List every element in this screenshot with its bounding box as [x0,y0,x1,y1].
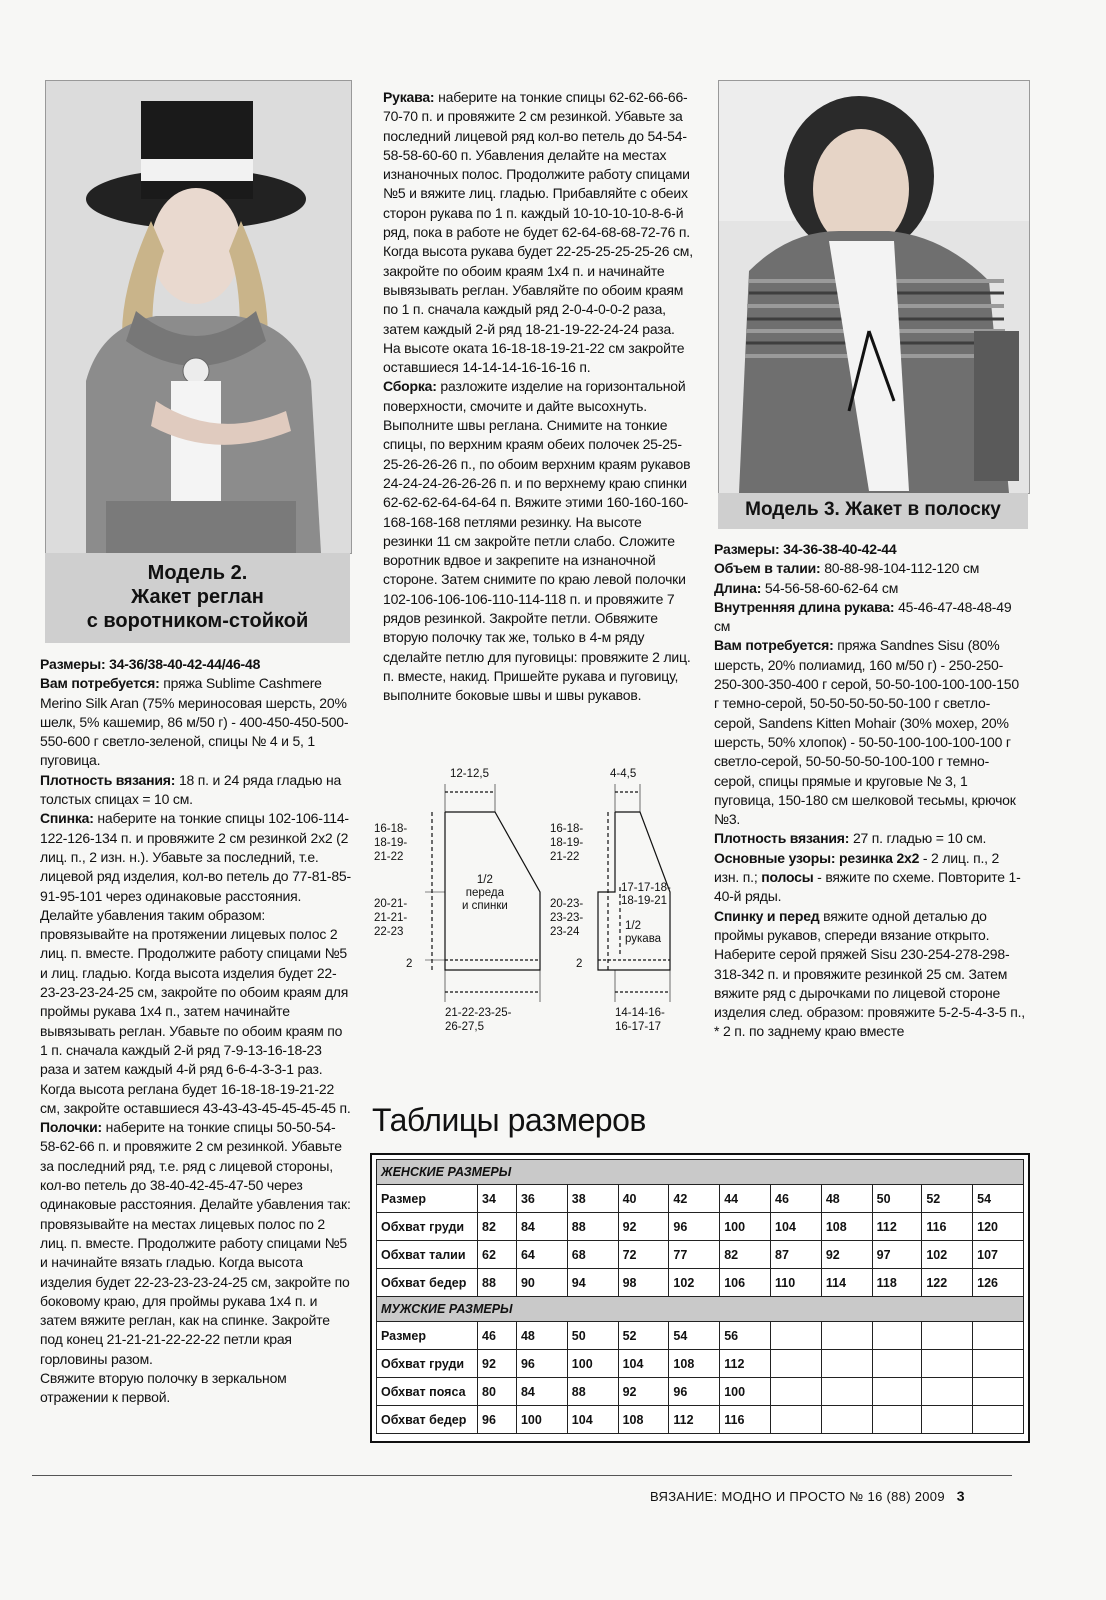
table-cell [872,1350,922,1378]
table-cell [821,1406,872,1434]
table-cell: 100 [567,1350,618,1378]
table-cell: 112 [669,1406,720,1434]
model3-caption: Модель 3. Жакет в полоску [718,493,1028,529]
table-cell: 52 [922,1185,973,1213]
table-row [377,1269,1024,1297]
middle-text [383,88,695,706]
table-cell: 36 [516,1185,567,1213]
table-cell: 82 [478,1213,517,1241]
model2-fronts: Полочки: наберите на тонкие спицы 50-50-54-58-62-66 п. и провяжите 2 см резинкой. Убавьте за последний ряд, т.е. ряд с лицевой стороны, кол-во петель до 38-40-42-45-47-50 через одинаковые расстояния. Делайте убавления так: провязывайте на местах лицевых полос по 2 лиц. п. вместе. Продолжите работу спицами №5 и начинайте вязать гладью. Когда высота изделия будет 22-23-23-23-24-25 см, закройте по боковому краю, для проймы рукава 1х4 п. и затем вяжите реглан, как на спинке. Закройте под конец 21-21-21-22-22-22 петли края горловины разом. [40,1119,351,1367]
model2-caption-line1: Модель 2. [147,562,248,584]
table-cell: 108 [821,1213,872,1241]
model2-materials: Вам потребуется: пряжа Sublime Cashmere Merino Silk Aran (75% мериносовая шерсть, 20% шелк, 5% кашемир, 86 м/50 г) - 400-450-450-500-550-600 г светло-зеленой, спицы № 4 и 5, 1 пуговица. [40,675,349,769]
table-cell: 108 [618,1406,669,1434]
table-row [377,1406,1024,1434]
model3-waist: Объем в талии: 80-88-98-104-112-120 см [714,560,980,577]
model2-caption-line2: Жакет реглан [131,586,264,608]
table-cell: 84 [516,1378,567,1406]
table-cell: 110 [771,1269,822,1297]
table-cell [973,1378,1024,1406]
model3-photo-illustration [719,81,1029,493]
table-cell [821,1378,872,1406]
size-table [376,1159,1024,1434]
table-cell: 112 [872,1213,922,1241]
table-row-label: Обхват бедер [377,1269,478,1297]
sleeves-paragraph: Рукава: наберите на тонкие спицы 62-62-66-66-70-70 п. и провяжите 2 см резинкой. Убавьте за последний лицевой ряд кол-во петель до 54-54-58-58-60-60 п. Убавления делайте на местах изнаночных полос. Продолжите работу спицами №5 и вяжите лиц. гладью. Прибавляйте с обеих сторон рукава по 1 п. каждый 10-10-10-10-8-6-й ряд, пока в работе не будет 62-64-68-68-72-76 п. Когда высота рукава будет 22-25-25-25-25-26 см, закройте по обоим краям 1х4 п. и начинайте вывязывать реглан. Убавляйте по обоим краям по 1 п. сначала каждый ряд 2-0-4-0-0-2 раза, затем каждый 2-й ряд 18-21-19-22-24-24 раза. На высоте оката 16-18-18-19-21-22 см закройте оставшиеся 14-14-14-16-16-16 п. [383,89,693,376]
table-cell: 72 [618,1241,669,1269]
model2-second-front: Свяжите вторую полочку в зеркальном отражении к первой. [40,1369,287,1406]
table-cell: 126 [973,1269,1024,1297]
table-cell: 56 [720,1322,771,1350]
table-cell: 120 [973,1213,1024,1241]
table-cell: 108 [669,1350,720,1378]
footer-rule [32,1475,1012,1476]
table-cell: 118 [872,1269,922,1297]
diagram-left-rib-label: 2 [406,958,413,970]
model3-body: Спинку и перед вяжите одной деталью до проймы рукавов, спереди вязание открыто. Наберите серой пряжей Sisu 230-254-278-298-318-342 п. и провяжите резинкой 25 см. Затем вяжите ряд с дырочками по лицевой стороне изделия след. образом: провяжите 5-2-5-4-3-5 п., * 2 п. по заднему краю вместе [714,907,1025,1040]
table-row-label: Обхват талии [377,1241,478,1269]
footer-issue-text: ВЯЗАНИЕ: МОДНО И ПРОСТО № 16 (88) 2009 [650,1489,945,1504]
model3-photo [718,80,1030,494]
table-row-label: Обхват груди [377,1213,478,1241]
table-cell: 107 [973,1241,1024,1269]
table-row [377,1378,1024,1406]
footer-page-number: 3 [956,1488,965,1504]
table-cell [922,1350,973,1378]
size-table-frame [370,1153,1030,1443]
table-cell: 102 [922,1241,973,1269]
table-cell: 96 [516,1350,567,1378]
table-cell [973,1322,1024,1350]
table-row-label: Обхват пояса [377,1378,478,1406]
model2-gauge: Плотность вязания: 18 п. и 24 ряда гладью на толстых спицах = 10 см. [40,771,342,808]
table-cell [973,1406,1024,1434]
model3-length: Длина: 54-56-58-60-62-64 см [714,579,899,596]
table-cell: 77 [669,1241,720,1269]
table-cell [872,1378,922,1406]
pattern-diagrams [370,762,710,1052]
table-cell [922,1378,973,1406]
model3-sleeve-length: Внутренняя длина рукава: 45-46-47-48-48-49 см [714,598,1012,635]
table-cell: 90 [516,1269,567,1297]
table-cell: 104 [618,1350,669,1378]
diagram-left-bottom-label: 21-22-23-25- 26-27,5 [445,1007,512,1033]
table-row [377,1213,1024,1241]
table-cell: 34 [478,1185,517,1213]
table-cell: 52 [618,1322,669,1350]
table-cell: 82 [720,1241,771,1269]
model2-text [40,655,352,1408]
women-sizes-header-label: ЖЕНСКИЕ РАЗМЕРЫ [377,1160,1024,1185]
diagram-left-top-label: 12-12,5 [450,768,490,780]
diagram-right-top-label: 4-4,5 [610,768,637,780]
table-cell [872,1406,922,1434]
table-cell: 40 [618,1185,669,1213]
table-cell: 122 [922,1269,973,1297]
table-cell: 88 [567,1378,618,1406]
table-cell: 84 [516,1213,567,1241]
table-cell: 92 [618,1213,669,1241]
table-cell: 92 [478,1350,517,1378]
model2-photo [45,80,352,554]
table-cell: 112 [720,1350,771,1378]
table-cell: 102 [669,1269,720,1297]
table-row [377,1185,1024,1213]
table-row-label: Размер [377,1322,478,1350]
men-sizes-header [377,1297,1024,1322]
model3-gauge: Плотность вязания: 27 п. гладью = 10 см. [714,830,987,847]
diagram-left-inner-label: 1/2 переда и спинки [462,874,508,912]
diagram-right-bottom-label: 14-14-16- 16-17-17 [615,1007,665,1033]
table-cell: 50 [872,1185,922,1213]
table-cell [922,1322,973,1350]
table-cell: 104 [771,1213,822,1241]
table-cell: 104 [567,1406,618,1434]
table-cell: 116 [720,1406,771,1434]
diagram-right-lower-label: 20-23- 23-23- 23-24 [550,898,584,938]
table-row [377,1350,1024,1378]
table-cell: 54 [669,1322,720,1350]
model3-patterns: Основные узоры: резинка 2х2 - 2 лиц. п., 2 изн. п.; полосы - вяжите по схеме. Повторите 1-40-й ряды. [714,849,1021,905]
table-row-label: Обхват груди [377,1350,478,1378]
table-cell: 106 [720,1269,771,1297]
model3-materials: Вам потребуется: пряжа Sandnes Sisu (80% шерсть, 20% полиамид, 160 м/50 г) - 250-250-250-300-350-400 г серой, 50-50-100-100-100-150 г темно-серой, 50-50-50-50-50-100 г светло-серой, Sandens Kitten Mohair (30% мохер, 20% шерсть, 50% хлопок) - 50-50-100-100-100-100 г светло-серой, 50-50-50-50-100-100 г темно-серой, спицы прямые и круговые № 3, 1 пуговица, 150-180 см шелковой тесьмы, крючок №3. [714,637,1019,828]
men-sizes-header-label: МУЖСКИЕ РАЗМЕРЫ [377,1297,1024,1322]
model2-caption [45,553,350,643]
table-cell: 96 [669,1213,720,1241]
table-cell: 94 [567,1269,618,1297]
table-cell [771,1406,822,1434]
table-cell [872,1322,922,1350]
model3-text [714,540,1027,1042]
model3-sizes: Размеры: 34-36-38-40-42-44 [714,541,897,557]
diagram-right-rib-label: 2 [576,958,583,970]
table-cell: 46 [478,1322,517,1350]
table-cell: 88 [478,1269,517,1297]
table-cell: 96 [478,1406,517,1434]
model2-photo-illustration [46,81,351,553]
table-cell: 50 [567,1322,618,1350]
table-cell: 64 [516,1241,567,1269]
assembly-paragraph: Сборка: разложите изделие на горизонтальной поверхности, смочите и дайте высохнуть. Выполните швы реглана. Снимите на тонкие спицы, по верхним краям обеих полочек 25-25-25-26-26-26 п., по обоим верхним краям рукавов 24-24-24-26-26-26 п. и по верхнему краю спинки 62-62-62-64-64-64 п. Вяжите этими 160-160-160-168-168-168 петлями резинку. На высоте резинки 11 см закройте петли слабо. Сложите воротник вдвое и закрепите на изнаночной стороне. Затем снимите по краю левой полочки 102-106-106-106-110-114-118 п. и провяжите 7 рядов резинкой. Закройте петли. Обвяжите вторую полочку так же, только в 4-м ряду сделайте петлю для пуговицы: провяжите 2 лиц. п. вместе, накид. Пришейте рукава и пуговицу, выполните боковые швы и швы рукавов. [383,378,691,704]
table-cell: 44 [720,1185,771,1213]
table-row-label: Обхват бедер [377,1406,478,1434]
table-cell: 80 [478,1378,517,1406]
diagram-right-upper-label: 16-18- 18-19- 21-22 [550,823,584,863]
table-cell: 92 [618,1378,669,1406]
table-cell [821,1322,872,1350]
size-tables-title: Таблицы размеров [372,1102,646,1138]
model2-sizes: Размеры: 34-36/38-40-42-44/46-48 [40,656,261,672]
diagram-right-inner-numbers: 17-17-18- 18-19-21 [621,882,671,907]
table-cell: 54 [973,1185,1024,1213]
table-row [377,1322,1024,1350]
table-cell: 98 [618,1269,669,1297]
diagram-left-lower-label: 20-21- 21-21- 22-23 [374,898,408,938]
model2-back: Спинка: наберите на тонкие спицы 102-106-114-122-126-134 п. и провяжите 2 см резинкой 2х2 (2 лиц. п., 2 изн. н.). Убавьте за последний, т.е. лицевой ряд изделия, кол-во петель до 77-81-85-91-95-101 через одинаковые расстояния. Делайте убавления таким образом: провязывайте на протяжении лицевых полос 2 лиц. п. вместе. Продолжите работу спицами №5 и лиц. гладью. Когда высота изделия будет 22-23-23-23-24-25 см, закройте по обоим краям для проймы рукава 1х4 п., затем начинайте вывязывать реглан. Убавьте по обоим краям по 1 п. сначала каждый 2-й ряд 7-9-13-16-18-23 раза и затем каждый 4-й ряд 6-6-4-3-3-1 раз. Когда высота реглана будет 16-18-18-19-21-22 см, закройте оставшиеся 43-43-43-45-45-45-45 п. [40,810,351,1116]
diagram-right-inner-label: 1/2 рукава [625,920,662,945]
women-sizes-header [377,1160,1024,1185]
table-cell: 116 [922,1213,973,1241]
table-row-label: Размер [377,1185,478,1213]
table-cell: 38 [567,1185,618,1213]
table-cell: 87 [771,1241,822,1269]
table-cell [922,1406,973,1434]
table-cell: 48 [516,1322,567,1350]
table-cell: 88 [567,1213,618,1241]
table-cell [771,1322,822,1350]
table-cell [771,1378,822,1406]
table-cell: 46 [771,1185,822,1213]
diagram-left-upper-label: 16-18- 18-19- 21-22 [374,823,408,863]
table-cell [821,1350,872,1378]
model2-caption-line3: с воротником-стойкой [86,610,309,632]
table-cell: 114 [821,1269,872,1297]
table-cell: 62 [478,1241,517,1269]
table-cell: 100 [516,1406,567,1434]
table-cell: 42 [669,1185,720,1213]
table-cell: 97 [872,1241,922,1269]
table-cell: 100 [720,1378,771,1406]
table-cell: 68 [567,1241,618,1269]
table-cell [973,1350,1024,1378]
table-cell: 100 [720,1213,771,1241]
table-row [377,1241,1024,1269]
table-cell: 48 [821,1185,872,1213]
table-cell [771,1350,822,1378]
table-cell: 92 [821,1241,872,1269]
footer-issue [650,1488,965,1504]
table-cell: 96 [669,1378,720,1406]
